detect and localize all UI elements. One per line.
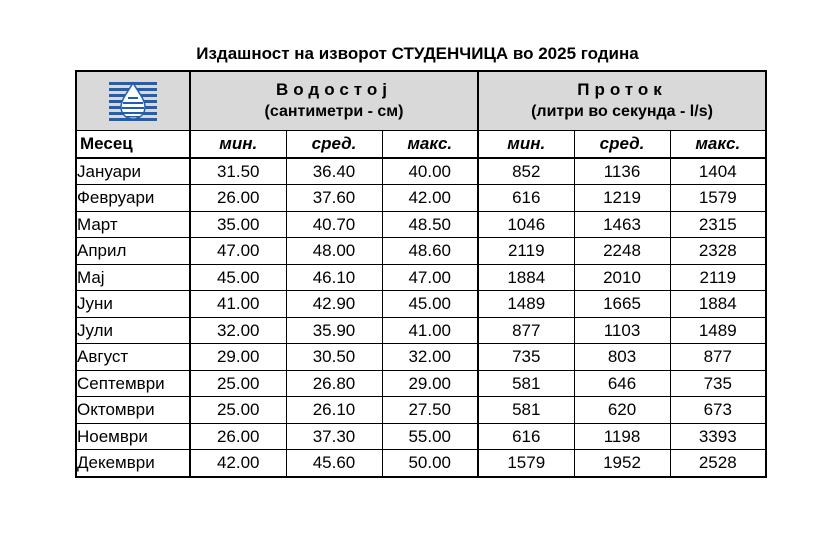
flow-min-cell: 616 [478, 423, 574, 450]
water-level-avg-cell: 26.80 [286, 370, 382, 397]
flow-avg-cell: 1952 [574, 450, 670, 477]
water-level-min-cell: 45.00 [190, 264, 286, 291]
flow-min-cell: 1579 [478, 450, 574, 477]
month-cell: Март [76, 211, 190, 238]
flow-header [478, 71, 766, 131]
flow-avg-cell: 620 [574, 397, 670, 424]
header-row-groups [76, 71, 766, 131]
table-row [76, 317, 766, 344]
flow-max-cell: 877 [670, 344, 766, 371]
flow-max-cell: 1884 [670, 291, 766, 318]
table-row [76, 450, 766, 477]
water-level-min-cell: 31.50 [190, 158, 286, 185]
flow-max-cell: 1404 [670, 158, 766, 185]
table-row [76, 238, 766, 265]
water-level-min-cell: 41.00 [190, 291, 286, 318]
water-level-max-cell: 48.60 [382, 238, 478, 265]
flow-avg-cell: 1219 [574, 185, 670, 212]
flow-min-cell: 616 [478, 185, 574, 212]
water-level-min-cell: 29.00 [190, 344, 286, 371]
water-level-min-cell: 26.00 [190, 423, 286, 450]
month-cell: Ноември [76, 423, 190, 450]
water-level-avg-cell: 48.00 [286, 238, 382, 265]
water-level-max-cell: 48.50 [382, 211, 478, 238]
flow-max-cell: 2328 [670, 238, 766, 265]
flow-min-cell: 735 [478, 344, 574, 371]
flow-min-cell: 2119 [478, 238, 574, 265]
flow-avg-cell: 1136 [574, 158, 670, 185]
flow-min-cell: 581 [478, 397, 574, 424]
water-level-header [190, 71, 478, 131]
flow-avg-cell: 2010 [574, 264, 670, 291]
flow-min-cell: 1489 [478, 291, 574, 318]
flow-max-cell: 2528 [670, 450, 766, 477]
water-level-min-cell: 42.00 [190, 450, 286, 477]
water-level-min-header: мин. [190, 131, 286, 158]
table-row [76, 291, 766, 318]
month-cell: Октомври [76, 397, 190, 424]
water-level-avg-cell: 37.30 [286, 423, 382, 450]
flow-title: Проток [577, 80, 667, 99]
header-row-sub [76, 131, 766, 158]
water-drop-logo-icon [109, 80, 157, 122]
water-level-avg-cell: 26.10 [286, 397, 382, 424]
water-level-max-cell: 29.00 [382, 370, 478, 397]
flow-avg-header: сред. [574, 131, 670, 158]
flow-max-cell: 2119 [670, 264, 766, 291]
table-row [76, 264, 766, 291]
month-cell: Февруари [76, 185, 190, 212]
flow-max-cell: 1489 [670, 317, 766, 344]
water-level-title: Водостој [275, 80, 393, 99]
month-cell: Август [76, 344, 190, 371]
water-level-max-header: макс. [382, 131, 478, 158]
water-level-max-cell: 41.00 [382, 317, 478, 344]
water-level-max-cell: 40.00 [382, 158, 478, 185]
water-level-avg-cell: 46.10 [286, 264, 382, 291]
water-level-avg-cell: 35.90 [286, 317, 382, 344]
water-level-min-cell: 35.00 [190, 211, 286, 238]
water-level-avg-cell: 37.60 [286, 185, 382, 212]
flow-min-header: мин. [478, 131, 574, 158]
spring-yield-table [75, 70, 767, 478]
month-cell: Јули [76, 317, 190, 344]
flow-min-cell: 852 [478, 158, 574, 185]
month-cell: Мај [76, 264, 190, 291]
water-level-unit: (сантиметри - см) [264, 103, 404, 120]
month-cell: Јануари [76, 158, 190, 185]
water-level-min-cell: 47.00 [190, 238, 286, 265]
table-row [76, 423, 766, 450]
water-level-avg-cell: 45.60 [286, 450, 382, 477]
table-row [76, 344, 766, 371]
month-column-header: Месец [76, 131, 190, 158]
flow-avg-cell: 1463 [574, 211, 670, 238]
table-row [76, 370, 766, 397]
month-cell: Јуни [76, 291, 190, 318]
page-title: Издашност на изворот СТУДЕНЧИЦА во 2025 година [196, 44, 639, 63]
water-level-min-cell: 32.00 [190, 317, 286, 344]
flow-avg-cell: 2248 [574, 238, 670, 265]
flow-max-cell: 1579 [670, 185, 766, 212]
water-level-avg-cell: 42.90 [286, 291, 382, 318]
water-level-max-cell: 47.00 [382, 264, 478, 291]
flow-min-cell: 877 [478, 317, 574, 344]
flow-min-cell: 1884 [478, 264, 574, 291]
water-level-avg-cell: 36.40 [286, 158, 382, 185]
flow-max-cell: 673 [670, 397, 766, 424]
table-row [76, 211, 766, 238]
month-cell: Септември [76, 370, 190, 397]
table-body [76, 158, 766, 477]
water-level-max-cell: 50.00 [382, 450, 478, 477]
flow-min-cell: 581 [478, 370, 574, 397]
water-level-min-cell: 25.00 [190, 397, 286, 424]
water-level-min-cell: 25.00 [190, 370, 286, 397]
flow-avg-cell: 646 [574, 370, 670, 397]
flow-min-cell: 1046 [478, 211, 574, 238]
flow-max-cell: 3393 [670, 423, 766, 450]
water-level-avg-header: сред. [286, 131, 382, 158]
table-row [76, 158, 766, 185]
month-cell: Април [76, 238, 190, 265]
flow-avg-cell: 1198 [574, 423, 670, 450]
flow-max-cell: 735 [670, 370, 766, 397]
flow-avg-cell: 1665 [574, 291, 670, 318]
flow-max-cell: 2315 [670, 211, 766, 238]
water-level-min-cell: 26.00 [190, 185, 286, 212]
table-row [76, 397, 766, 424]
flow-max-header: макс. [670, 131, 766, 158]
logo-cell [76, 71, 190, 131]
water-level-max-cell: 45.00 [382, 291, 478, 318]
flow-avg-cell: 803 [574, 344, 670, 371]
water-level-avg-cell: 40.70 [286, 211, 382, 238]
water-level-avg-cell: 30.50 [286, 344, 382, 371]
flow-unit: (литри во секунда - l/s) [531, 103, 713, 120]
water-level-max-cell: 55.00 [382, 423, 478, 450]
flow-avg-cell: 1103 [574, 317, 670, 344]
water-level-max-cell: 27.50 [382, 397, 478, 424]
water-level-max-cell: 42.00 [382, 185, 478, 212]
table-row [76, 185, 766, 212]
month-cell: Декември [76, 450, 190, 477]
water-level-max-cell: 32.00 [382, 344, 478, 371]
